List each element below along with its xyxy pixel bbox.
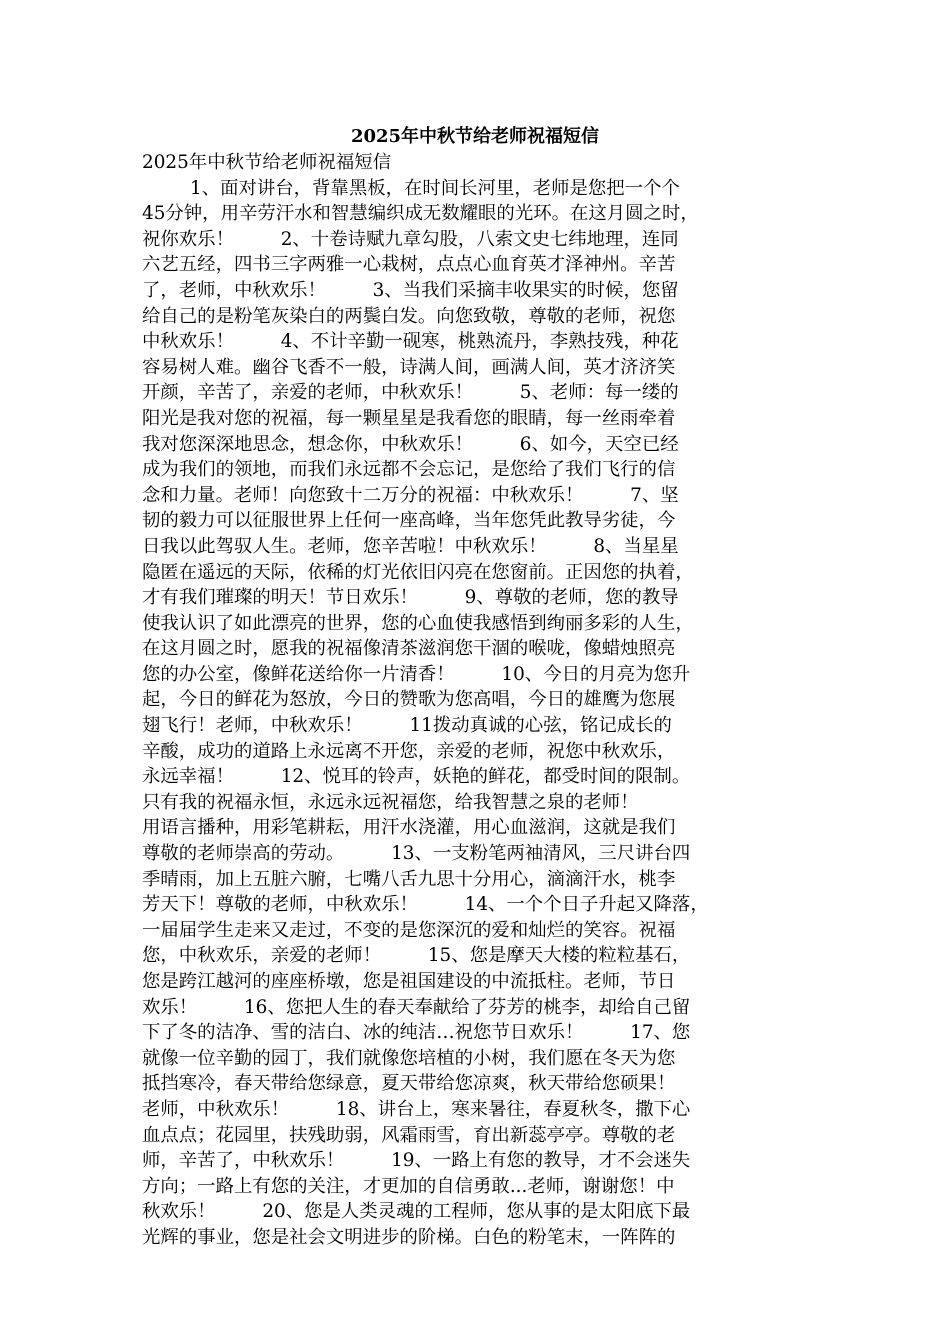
text-line: 用语言播种，用彩笔耕耘，用汗水浇灌，用心血滋润，这就是我们	[142, 817, 676, 839]
text-line: 血点点；花园里，扶残助弱，风霜雨雪，育出新蕊亭亭。尊敬的老	[142, 1124, 676, 1146]
text-line: 开颜，辛苦了，亲爱的老师，中秋欢乐！ 5、老师：每一缕的	[142, 382, 679, 404]
document-subtitle: 2025年中秋节给老师祝福短信	[142, 152, 392, 173]
text-line: 您，中秋欢乐，亲爱的老师！ 15、您是摩天大楼的粒粒基石，	[142, 945, 691, 967]
text-line: 给自己的是粉笔灰染白的两鬓白发。向您致敬，尊敬的老师，祝您	[142, 305, 676, 327]
text-line: 就像一位辛勤的园丁，我们就像您培植的小树，我们愿在冬天为您	[142, 1047, 676, 1069]
text-line: 辛酸，成功的道路上永远离不开您，亲爱的老师，祝您中秋欢乐，	[142, 740, 676, 762]
text-line: 使我认识了如此漂亮的世界，您的心血使我感悟到绚丽多彩的人生，	[142, 612, 694, 634]
text-line: 日我以此驾驭人生。老师，您辛苦啦！中秋欢乐！ 8、当星星	[142, 535, 679, 557]
text-line: 老师，中秋欢乐！ 18、讲台上，寒来暑往，春夏秋冬，撒下心	[142, 1098, 691, 1120]
text-line: 起，今日的鲜花为怒放，今日的赞歌为您高唱，今日的雄鹰为您展	[142, 689, 676, 711]
text-line: 隐匿在遥远的天际，依稀的灯光依旧闪亮在您窗前。正因您的执着，	[142, 561, 694, 583]
document-title: 2025年中秋节给老师祝福短信	[350, 126, 600, 147]
text-line: 一届届学生走来又走过，不变的是您深沉的爱和灿烂的笑容。祝福	[142, 919, 676, 941]
text-line: 只有我的祝福永恒，永远永远祝福您，给我智慧之泉的老师！	[142, 791, 639, 813]
text-line: 永远幸福！ 12、悦耳的铃声，妖艳的鲜花，都受时间的限制。	[142, 766, 691, 788]
text-line: 光辉的事业，您是社会文明进步的阶梯。白色的粉笔末，一阵阵的	[142, 1226, 676, 1248]
text-line: 念和力量。老师！向您致十二万分的祝福：中秋欢乐！ 7、坚	[142, 484, 679, 506]
text-line: 方向；一路上有您的关注，才更加的自信勇敢...老师，谢谢您！中	[142, 1175, 675, 1197]
text-line: 您是跨江越河的座座桥墩，您是祖国建设的中流抵柱。老师，节日	[142, 971, 676, 992]
text-line: 尊敬的老师崇高的劳动。 13、一支粉笔两袖清风，三尺讲台四	[142, 843, 691, 865]
text-line: 才有我们璀璨的明天！节日欢乐！ 9、尊敬的老师，您的教导	[142, 587, 679, 609]
text-line: 翅飞行！老师，中秋欢乐！ 11拨动真诚的心弦，铭记成长的	[142, 715, 672, 737]
text-line: 我对您深深地思念，想念你，中秋欢乐！ 6、如今，天空已经	[142, 433, 679, 455]
text-line: 欢乐！ 16、您把人生的春天奉献给了芬芳的桃李，却给自己留	[142, 996, 691, 1018]
document-body	[142, 150, 822, 1251]
text-line: 成为我们的领地，而我们永远都不会忘记，是您给了我们飞行的信	[142, 459, 676, 481]
text-line: 师，辛苦了，中秋欢乐！ 19、一路上有您的教导，才不会迷失	[142, 1150, 691, 1172]
text-line: 45分钟，用辛劳汗水和智慧编织成无数耀眼的光环。在这月圆之时，	[142, 203, 699, 225]
text-line: 祝你欢乐！ 2、十卷诗赋九章勾股，八索文史七纬地理，连同	[142, 228, 679, 250]
text-line: 中秋欢乐！ 4、不计辛勤一砚寒，桃熟流丹，李熟技残，种花	[142, 331, 679, 353]
text-line: 秋欢乐！ 20、您是人类灵魂的工程师，您从事的是太阳底下最	[142, 1201, 691, 1223]
text-line: 在这月圆之时，愿我的祝福像清茶滋润您干涸的喉咙，像蜡烛照亮	[142, 638, 676, 660]
text-line: 您的办公室，像鲜花送给你一片清香！ 10、今日的月亮为您升	[142, 663, 691, 685]
text-line: 季晴雨，加上五脏六腑，七嘴八舌九思十分用心，滴滴汗水，桃李	[142, 868, 676, 890]
text-line: 抵挡寒冷，春天带给您绿意，夏天带给您凉爽，秋天带给您硕果！	[142, 1073, 676, 1095]
text-line: 1、面对讲台，背靠黑板，在时间长河里，老师是您把一个个	[190, 177, 680, 199]
text-line: 六艺五经，四书三字两雅一心栽树，点点心血育英才泽神州。辛苦	[142, 254, 676, 276]
text-line: 阳光是我对您的祝福，每一颗星星是我看您的眼睛，每一丝雨牵着	[142, 407, 676, 429]
text-line: 芳天下！尊敬的老师，中秋欢乐！ 14、一个个日子升起又降落，	[142, 894, 709, 916]
text-line: 容易树人难。幽谷飞香不一般，诗满人间，画满人间，英才济济笑	[142, 356, 676, 378]
text-line: 了，老师，中秋欢乐！ 3、当我们采摘丰收果实的时候，您留	[142, 279, 679, 301]
text-line: 下了冬的洁净、雪的洁白、冰的纯洁…祝您节日欢乐！ 17、您	[142, 1022, 691, 1044]
text-line: 韧的毅力可以征服世界上任何一座高峰，当年您凭此教导劣徒，今	[142, 510, 676, 532]
